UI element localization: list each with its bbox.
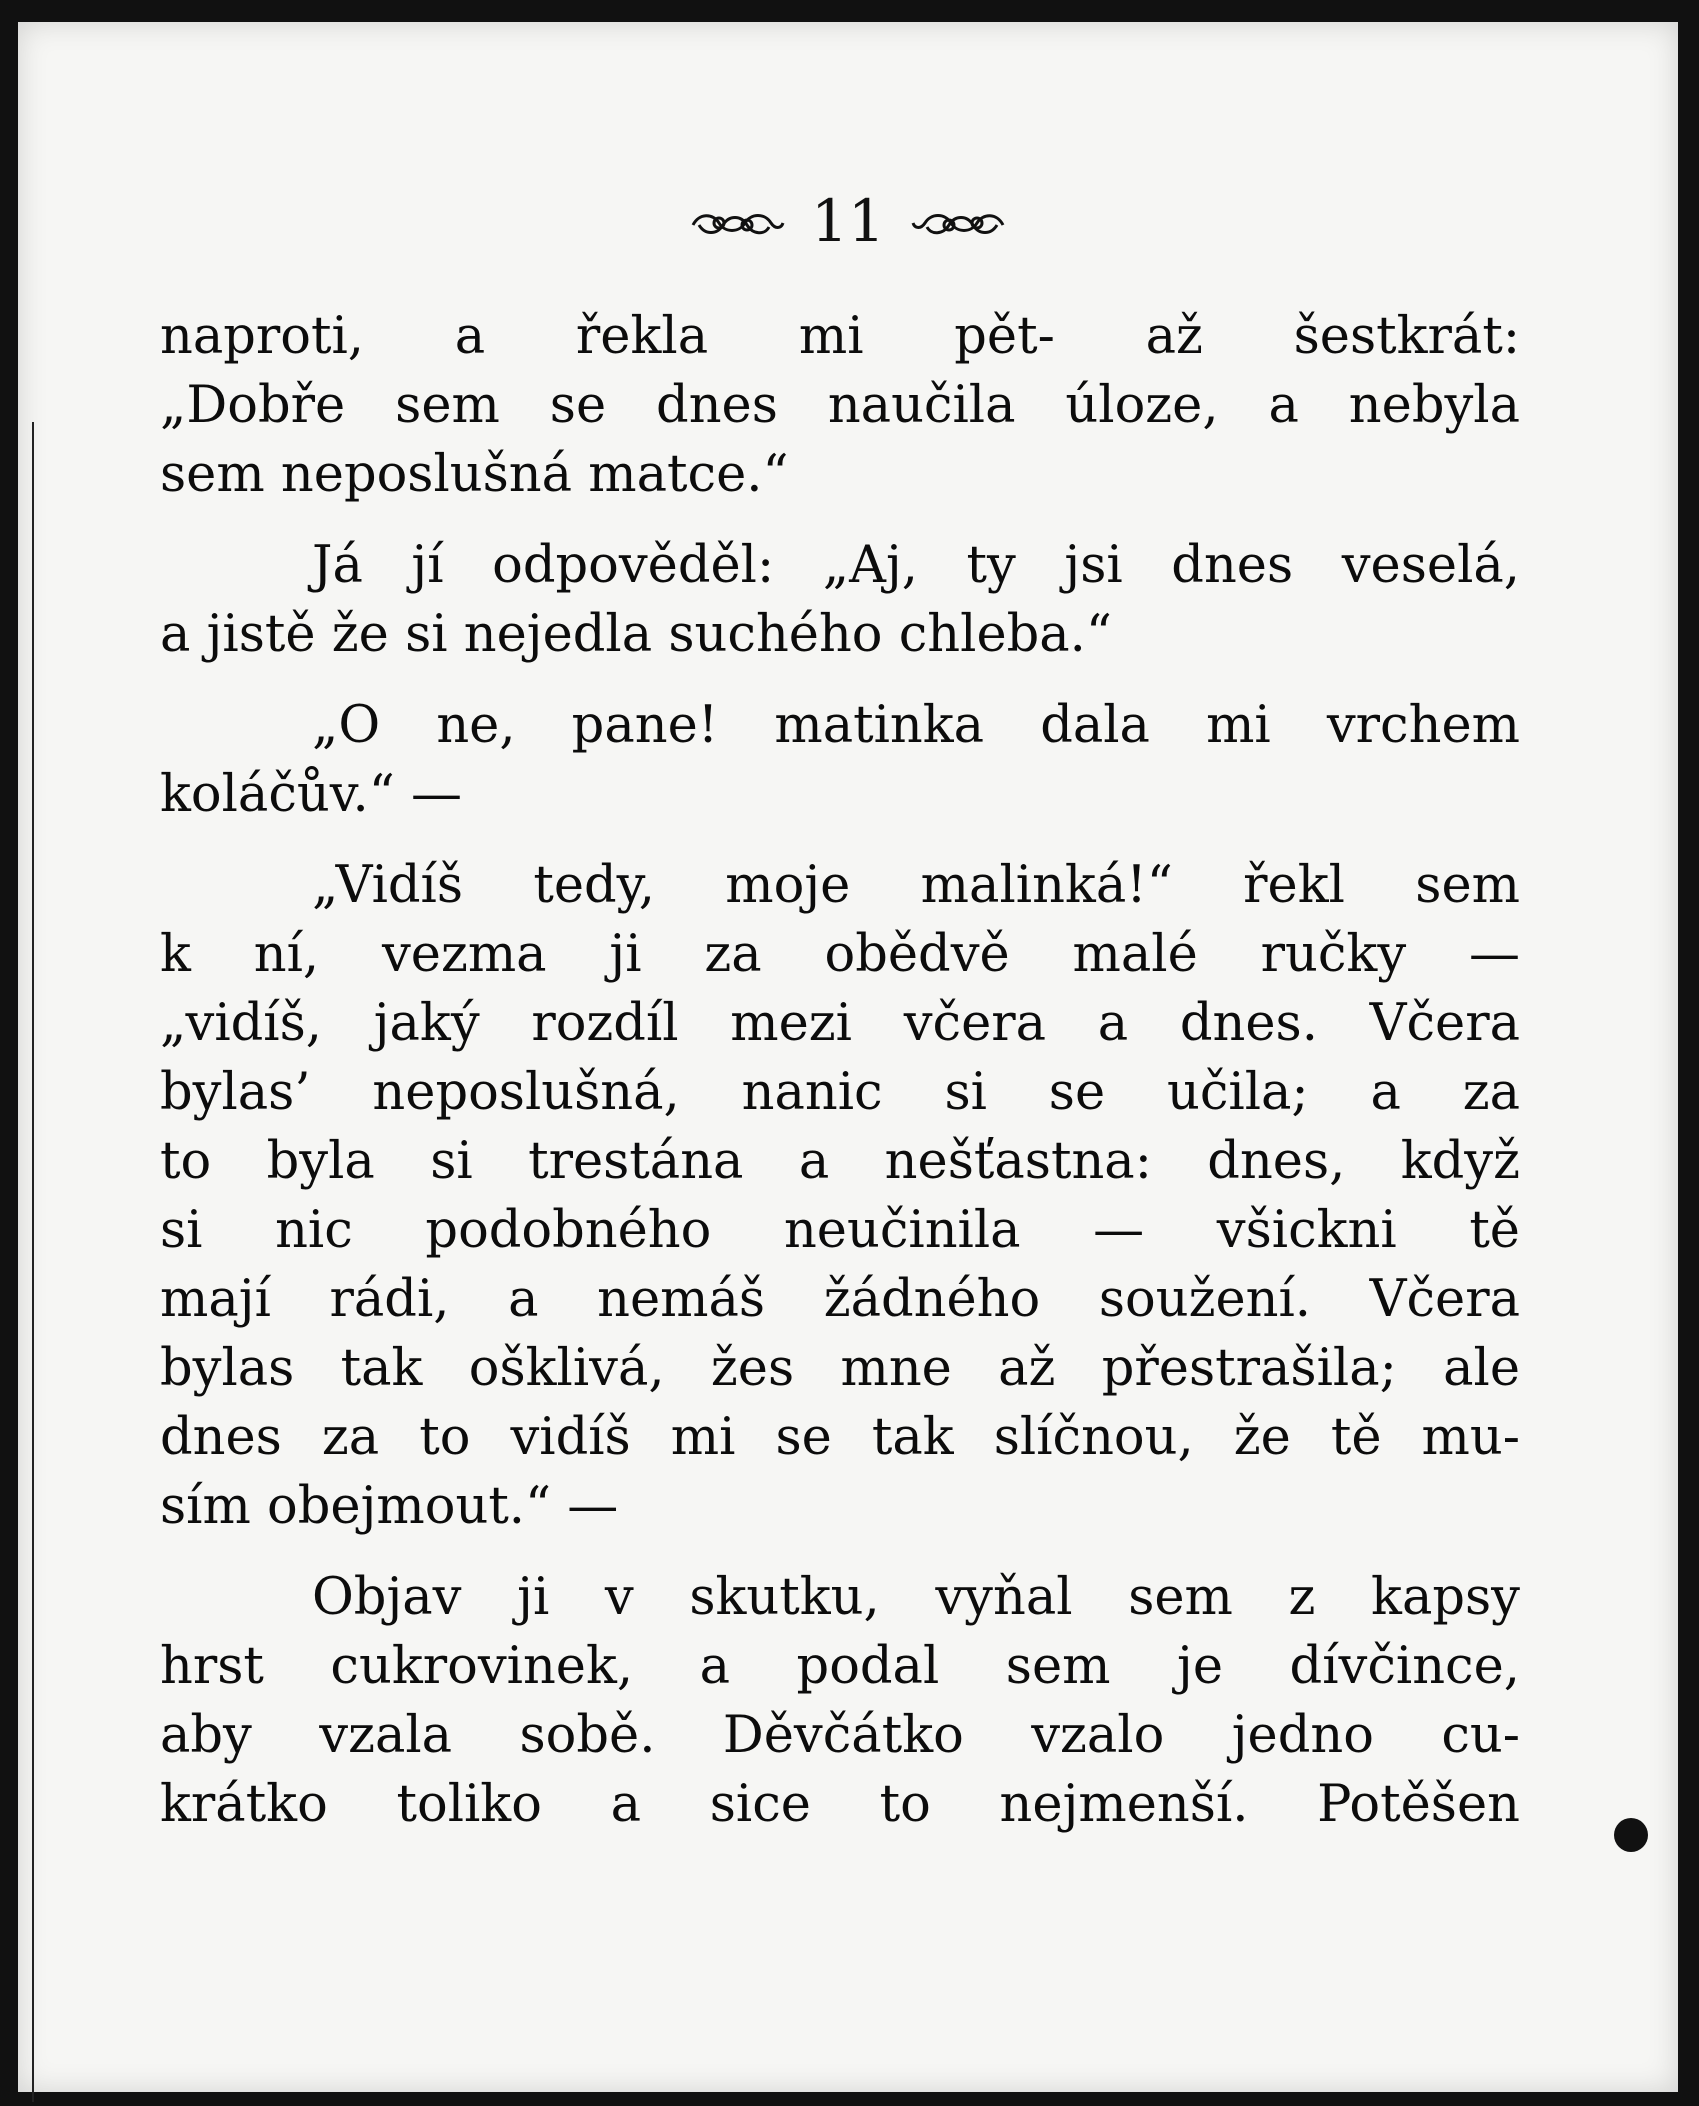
text-line: bylas tak ošklivá, žes mne až přestrašila; ale [160,1339,1520,1398]
paragraph [160,691,1520,829]
text-line: krátko toliko a sice to nejmenší. Potěšen [160,1775,1520,1834]
text-line: a jistě že si nejedla suchého chleba.“ [160,605,1112,664]
text-line: aby vzala sobě. Děvčátko vzalo jedno cu- [160,1706,1520,1765]
text-line: bylas’ neposlušná, nanic si se učila; a za [160,1063,1520,1122]
page-number: 11 [811,186,885,255]
paragraph [160,851,1520,1541]
text-line: „vidíš, jaký rozdíl mezi včera a dnes. Včera [160,994,1520,1053]
text-line: koláčův.“ — [160,765,462,824]
text-line: si nic podobného neučinila — všickni tě [160,1201,1520,1260]
punch-hole-mark [1614,1818,1648,1852]
paragraph [160,531,1520,669]
body-text [160,302,1520,1839]
text-line: „Vidíš tedy, moje malinká!“ řekl sem [312,856,1520,915]
text-line: sem neposlušná matce.“ [160,445,789,504]
right-ornament-icon [911,192,1007,250]
page-header [18,186,1678,255]
text-line: dnes za to vidíš mi se tak slíčnou, že tě mu- [160,1408,1520,1467]
text-line: Já jí odpověděl: „Aj, ty jsi dnes veselá, [312,536,1520,595]
text-line: sím obejmout.“ — [160,1477,619,1536]
text-line: to byla si trestána a nešťastna: dnes, když [160,1132,1520,1191]
text-line: „Dobře sem se dnes naučila úloze, a nebyla [160,376,1520,435]
left-ornament-icon [689,192,785,250]
book-page [18,22,1678,2092]
text-line: k ní, vezma ji za obědvě malé ručky — [160,925,1520,984]
page-binding-edge [18,422,34,2102]
paragraph [160,1563,1520,1839]
text-line: Objav ji v skutku, vyňal sem z kapsy [312,1568,1520,1627]
paragraph [160,302,1520,509]
text-line: hrst cukrovinek, a podal sem je dívčince, [160,1637,1520,1696]
text-line: „O ne, pane! matinka dala mi vrchem [312,696,1520,755]
text-line: mají rádi, a nemáš žádného soužení. Včera [160,1270,1520,1329]
text-line: naproti, a řekla mi pět- až šestkrát: [160,307,1520,366]
